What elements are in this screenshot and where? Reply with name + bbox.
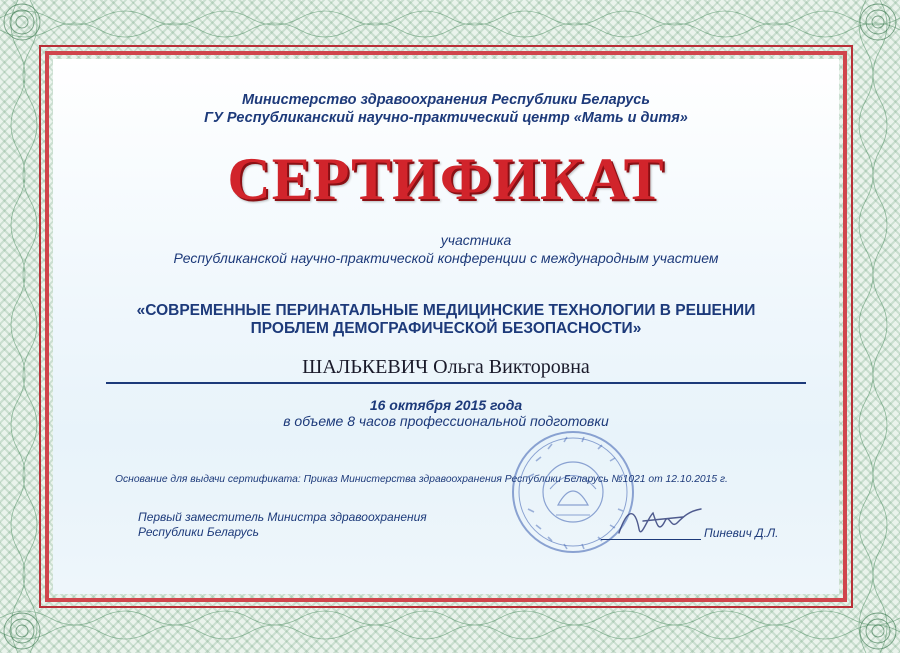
certificate-panel bbox=[53, 59, 839, 594]
ministry-line-1: Министерство здравоохранения Республики Беларусь bbox=[242, 92, 650, 108]
signatory-name: Пиневич Д.Л. bbox=[704, 526, 779, 540]
training-volume: в объеме 8 часов профессиональной подготовки bbox=[283, 413, 609, 429]
conference-topic-line-1: «СОВРЕМЕННЫЕ ПЕРИНАТАЛЬНЫЕ МЕДИЦИНСКИЕ ТЕХНОЛОГИИ В РЕШЕНИИ bbox=[136, 302, 756, 319]
signer-title-line-2: Республики Беларусь bbox=[138, 525, 259, 539]
conference-topic-line-2: ПРОБЛЕМ ДЕМОГРАФИЧЕСКОЙ БЕЗОПАСНОСТИ» bbox=[250, 320, 642, 337]
event-description: Республиканской научно-практической конференции с международным участием bbox=[173, 250, 719, 266]
certificate-title: СЕРТИФИКАТ bbox=[227, 146, 665, 212]
certificate-basis: Основание для выдачи сертификата: Приказ Министерства здравоохранения Республики Беларусь №1021 от 12.10.2015 г. bbox=[115, 474, 728, 485]
name-underline bbox=[106, 382, 806, 384]
signer-title-line-1: Первый заместитель Министра здравоохранения bbox=[138, 510, 427, 524]
event-date: 16 октября 2015 года bbox=[369, 397, 523, 413]
signature-line bbox=[601, 539, 701, 540]
recipient-name: ШАЛЬКЕВИЧ Ольга Викторовна bbox=[302, 356, 590, 378]
participant-label: участника bbox=[440, 232, 512, 248]
ministry-line-2: ГУ Республиканский научно-практический центр «Мать и дитя» bbox=[204, 110, 688, 126]
